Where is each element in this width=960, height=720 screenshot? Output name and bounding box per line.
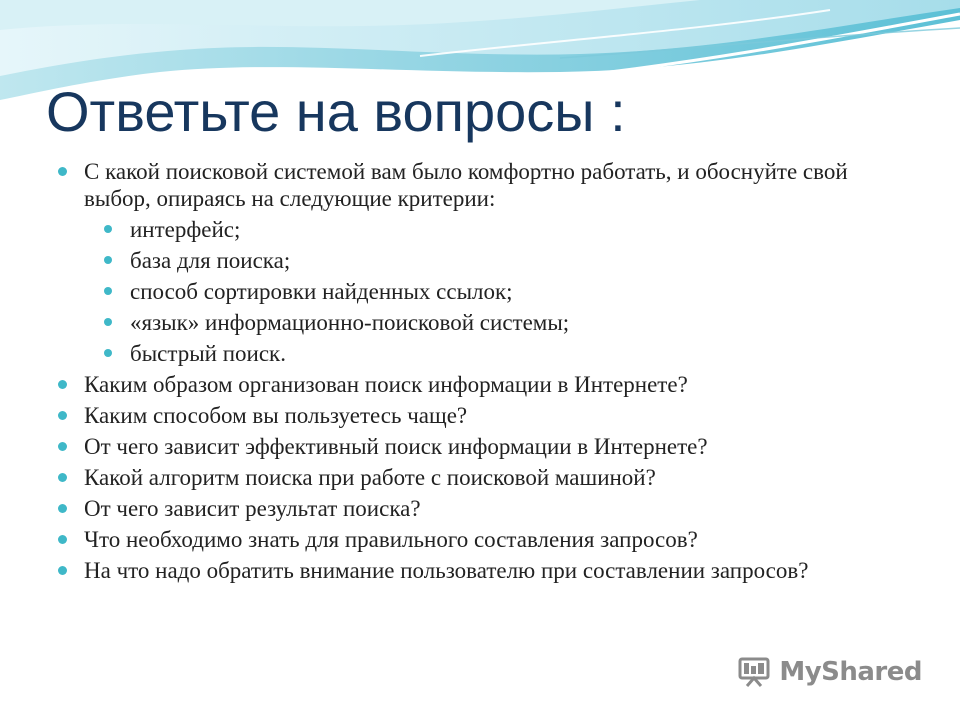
presentation-board-icon bbox=[737, 655, 771, 689]
bullet-dot-icon bbox=[104, 349, 112, 357]
criteria-list bbox=[84, 216, 916, 367]
list-item bbox=[56, 526, 916, 553]
question-list bbox=[56, 158, 916, 588]
bullet-dot-icon bbox=[58, 167, 67, 176]
bullet-dot-icon bbox=[104, 318, 112, 326]
bullet-dot-icon bbox=[58, 566, 67, 575]
bullet-dot-icon bbox=[58, 380, 67, 389]
slide-title: Ответьте на вопросы : bbox=[46, 80, 626, 143]
list-item-text: От чего зависит результат поиска? bbox=[84, 496, 421, 521]
sub-list-item bbox=[84, 278, 916, 305]
list-item bbox=[56, 495, 916, 522]
bullet-dot-icon bbox=[58, 504, 67, 513]
list-item bbox=[56, 557, 916, 584]
list-item-text: Каким образом организован поиск информации в Интернете? bbox=[84, 372, 688, 397]
list-item bbox=[56, 371, 916, 398]
list-item-text: Каким способом вы пользуетесь чаще? bbox=[84, 403, 468, 428]
sub-list-item-text: интерфейс; bbox=[130, 217, 241, 242]
bullet-dot-icon bbox=[58, 442, 67, 451]
sub-list-item-text: способ сортировки найденных ссылок; bbox=[130, 279, 513, 304]
list-item bbox=[56, 464, 916, 491]
sub-list-item bbox=[84, 216, 916, 243]
list-item-text: Какой алгоритм поиска при работе с поисковой машиной? bbox=[84, 465, 656, 490]
bullet-dot-icon bbox=[104, 256, 112, 264]
list-item bbox=[56, 402, 916, 429]
sub-list-item bbox=[84, 247, 916, 274]
sub-list-item bbox=[84, 309, 916, 336]
bullet-dot-icon bbox=[58, 473, 67, 482]
bullet-dot-icon bbox=[58, 411, 67, 420]
sub-list-item-text: база для поиска; bbox=[130, 248, 291, 273]
bullet-dot-icon bbox=[104, 225, 112, 233]
list-item-text: От чего зависит эффективный поиск информации в Интернете? bbox=[84, 434, 708, 459]
sub-list-item-text: «язык» информационно-поисковой системы; bbox=[130, 310, 570, 335]
list-item bbox=[56, 433, 916, 460]
watermark-text: MyShared bbox=[779, 657, 922, 687]
sub-list-item bbox=[84, 340, 916, 367]
bullet-dot-icon bbox=[104, 287, 112, 295]
list-item bbox=[56, 158, 916, 367]
list-item-text: С какой поисковой системой вам было комфортно работать, и обоснуйте свой выбор, опираясь на следующие критерии: bbox=[84, 159, 848, 211]
sub-list-item-text: быстрый поиск. bbox=[130, 341, 286, 366]
watermark[interactable] bbox=[737, 654, 922, 690]
list-item-text: На что надо обратить внимание пользователю при составлении запросов? bbox=[84, 558, 809, 583]
bullet-dot-icon bbox=[58, 535, 67, 544]
list-item-text: Что необходимо знать для правильного составления запросов? bbox=[84, 527, 698, 552]
